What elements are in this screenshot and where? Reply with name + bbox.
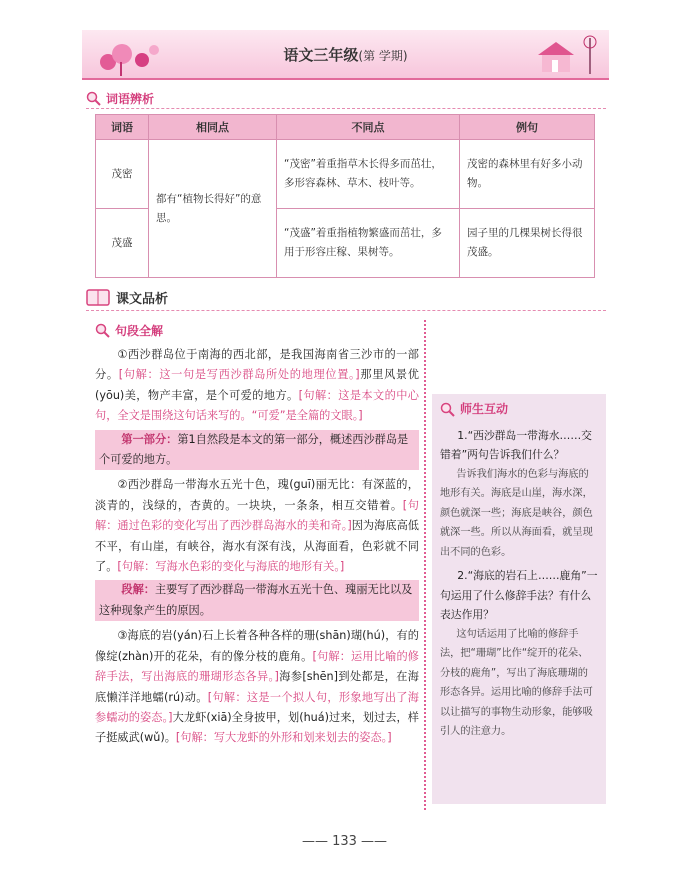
para-text: 大龙虾(xiā)全身披甲，划(huá)过来，划过去，样子挺威武(wǔ)。	[95, 710, 419, 745]
table-row	[96, 140, 595, 209]
column-divider	[424, 320, 426, 810]
page-number: 133	[332, 834, 357, 849]
sentence-gloss: [句解：运用比喻的修辞手法，写出海底的珊瑚形态各异。]	[95, 649, 419, 684]
example-cell: 园子里的几棵果树长得很茂盛。	[460, 209, 595, 278]
sentence-gloss: [句解：这一句是写西沙群岛所处的地理位置。]	[118, 368, 360, 382]
house-decoration-icon	[522, 32, 608, 76]
summary-lead: 第一部分：	[121, 432, 178, 446]
analysis-heading	[86, 287, 168, 307]
col-header-example: 例句	[460, 115, 595, 140]
sentence-gloss: [句解：写大龙虾的外形和划来划去的姿态。]	[175, 731, 392, 745]
answer-2: 这句话运用了比喻的修辞手法，把“珊瑚”比作“绽开的花朵、分枝的鹿角”，写出了海底珊瑚的形态各异。运用比喻的修辞手法可以让描写的事物生动形象，能够吸引人的注意力。	[440, 628, 593, 737]
magnifier-icon	[95, 323, 111, 339]
sentence-gloss: [句解：通过色彩的变化写出了西沙群岛海水的美和奇。]	[95, 498, 419, 533]
sentence-section-title: 句段全解	[115, 324, 164, 338]
paragraph-3	[95, 626, 419, 748]
analysis-divider	[86, 310, 606, 311]
sentence-analysis-column	[95, 322, 419, 749]
vocab-section-title: 词语辨析	[106, 92, 155, 106]
difference-cell: “茂盛”着重指植物繁盛而茁壮，多用于形容庄稼、果树等。	[277, 209, 460, 278]
common-cell: 都有“植物长得好”的意思。	[149, 140, 277, 278]
summary-text: 主要写了西沙群岛一带海水五光十色、瑰丽无比以及这种现象产生的原因。	[99, 583, 413, 617]
para-text: 海参[shēn]到处都是，在海底懒洋洋地蠕(rú)动。	[95, 670, 419, 704]
word-cell: 茂盛	[96, 209, 149, 278]
header-title: 语文三年级	[283, 46, 359, 64]
summary-lead: 段解：	[121, 583, 155, 597]
para-text: ①西沙群岛位于南海的西北部，是我国海南省三沙市的一部分。	[95, 348, 419, 382]
vocab-table	[95, 114, 595, 278]
col-header-difference: 不同点	[277, 115, 460, 140]
table-header-row	[96, 115, 595, 140]
col-header-common: 相同点	[149, 115, 277, 140]
sentence-gloss: [句解：写海水色彩的变化与海底的地形有关。]	[117, 560, 345, 574]
vocab-divider	[86, 108, 606, 109]
part-summary	[95, 430, 419, 471]
answer-1: 告诉我们海水的色彩与海底的地形有关。海底是山崖，海水深，颜色就深一些；海底是峡谷，颜色就深一些。所以从海面看，就呈现出不同的色彩。	[440, 468, 593, 558]
para-text: ③海底的岩(yán)石上长着各种各样的珊(shān)瑚(hú)，有的像绽(zhàn)开的花朵，有的像分枝的鹿角。	[95, 629, 419, 663]
question-2: 2.“海底的岩石上……鹿角”一句运用了什么修辞手法？有什么表达作用？	[440, 569, 598, 621]
interaction-title: 师生互动	[460, 402, 509, 416]
header-subtitle: (第 学期)	[358, 49, 408, 63]
sentence-section-heading	[95, 322, 419, 339]
page-footer: —— 133 ——	[301, 834, 388, 849]
para-text: 那里风景优(yōu)美，物产丰富，是个可爱的地方。	[95, 368, 419, 402]
word-cell: 茂密	[96, 140, 149, 209]
analysis-title: 课文品析	[116, 291, 169, 307]
para-text: ②西沙群岛一带海水五光十色，瑰(guī)丽无比：有深蓝的，淡青的，浅绿的，杏黄的。一块块，一条条，相互交错着。	[95, 478, 419, 512]
sentence-gloss: [句解：这是一个拟人句，形象地写出了海参蠕动的姿态。]	[95, 690, 419, 724]
summary-text: 第1自然段是本文的第一部分，概述西沙群岛是个可爱的地方。	[99, 432, 409, 467]
col-header-word: 词语	[96, 115, 149, 140]
page-header	[82, 30, 609, 78]
difference-cell: “茂密”着重指草木长得多而茁壮，多形容森林、草木、枝叶等。	[277, 140, 460, 209]
example-cell: 茂密的森林里有好多小动物。	[460, 140, 595, 209]
magnifier-icon	[440, 402, 456, 418]
paragraph-1	[95, 345, 419, 427]
sentence-gloss: [句解：这是本文的中心句，全文是围绕这句话来写的。“可爱”是全篇的文眼。]	[95, 388, 419, 423]
book-icon	[86, 287, 112, 307]
vocab-section-heading	[86, 90, 154, 107]
interaction-heading	[440, 400, 598, 420]
interaction-box	[432, 394, 606, 804]
paragraph-summary	[95, 580, 419, 621]
para-text: 因为海底高低不平，有山崖，有峡谷，海水有深有浅，从海面看，色彩就不同了。	[95, 519, 419, 574]
magnifier-icon	[86, 91, 102, 107]
question-1: 1.“西沙群岛一带海水……交错着”两句告诉我们什么？	[440, 428, 592, 461]
paragraph-2	[95, 475, 419, 577]
